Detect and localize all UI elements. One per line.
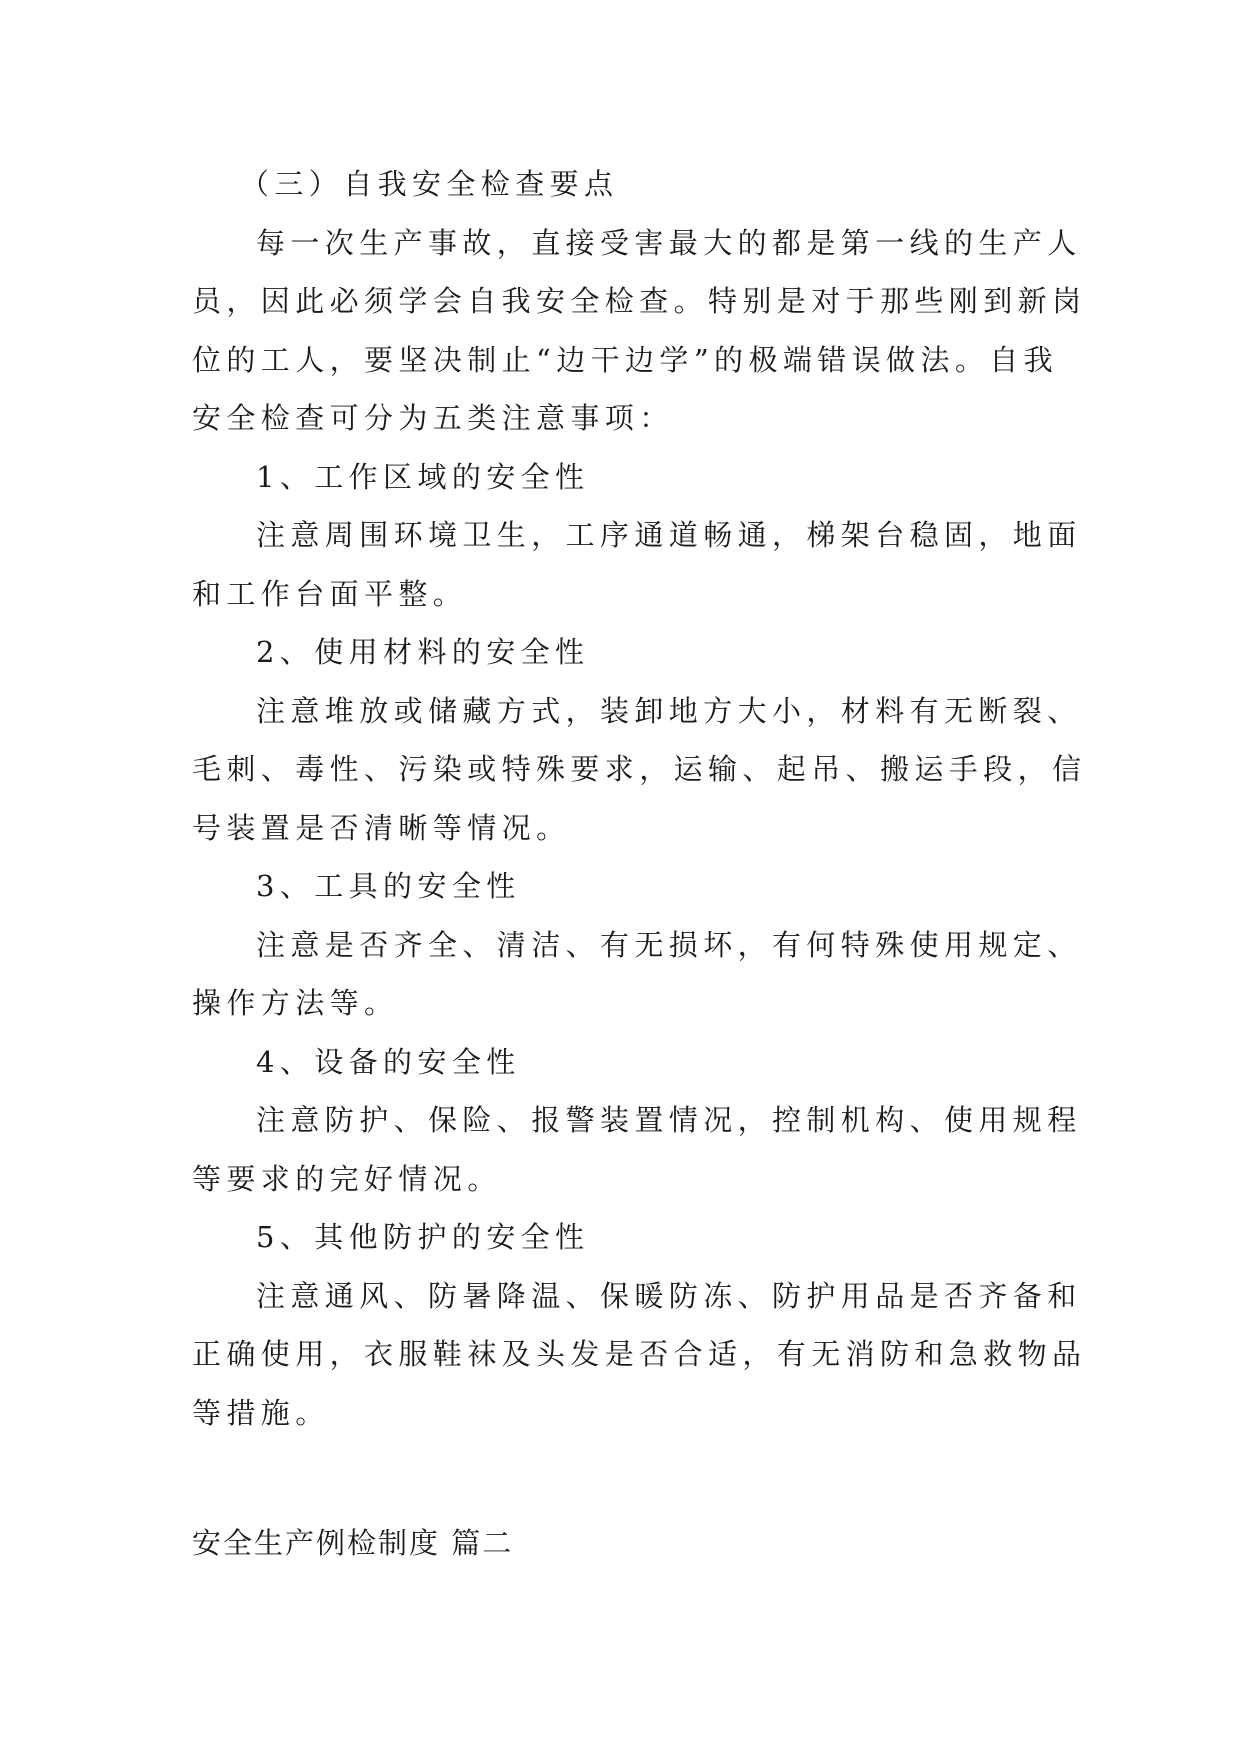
subheading-3: 3、工具的安全性: [256, 869, 521, 903]
paragraph-line: 注意防护、保险、报警装置情况，控制机构、使用规程: [256, 1103, 1082, 1137]
paragraph-line: 号装置是否清晰等情况。: [192, 810, 571, 845]
paragraph-line: 注意周围环境卫生，工序通道畅通，梯架台稳固，地面: [256, 518, 1082, 552]
paragraph-line: 注意通风、防暑降温、保暖防冻、防护用品是否齐备和: [256, 1278, 1082, 1313]
subheading-2: 2、使用材料的安全性: [256, 635, 590, 669]
paragraph-line: 操作方法等。: [192, 986, 399, 1020]
paragraph-line: 正确使用，衣服鞋袜及头发是否合适，有无消防和急救物品: [192, 1337, 1087, 1371]
document-body: [192, 155, 1087, 1442]
paragraph-line: 安全检查可分为五类注意事项：: [192, 401, 674, 435]
subheading-5: 5、其他防护的安全性: [256, 1220, 590, 1254]
paragraph-line: 注意堆放或储藏方式，装卸地方大小，材料有无断裂、: [256, 693, 1082, 728]
section-heading: （三）自我安全检查要点: [240, 167, 619, 201]
paragraph-line: 注意是否齐全、清洁、有无损坏，有何特殊使用规定、: [256, 927, 1082, 962]
subheading-1: 1、工作区域的安全性: [256, 459, 590, 494]
paragraph-line: 位的工人，要坚决制止“边干边学”的极端错误做法。自我: [192, 342, 1059, 377]
paragraph-line: 毛刺、毒性、污染或特殊要求，运输、起吊、搬运手段，信: [192, 752, 1087, 786]
paragraph-line: 等要求的完好情况。: [192, 1161, 502, 1196]
paragraph-line: 每一次生产事故，直接受害最大的都是第一线的生产人: [256, 225, 1082, 260]
paragraph-line: 和工作台面平整。: [192, 576, 468, 611]
paragraph-line: 员，因此必须学会自我安全检查。特别是对于那些刚到新岗: [192, 284, 1087, 318]
paragraph-line: 等措施。: [192, 1395, 330, 1430]
next-section-title: 安全生产例检制度 篇二: [192, 1526, 514, 1560]
subheading-4: 4、设备的安全性: [256, 1044, 521, 1079]
